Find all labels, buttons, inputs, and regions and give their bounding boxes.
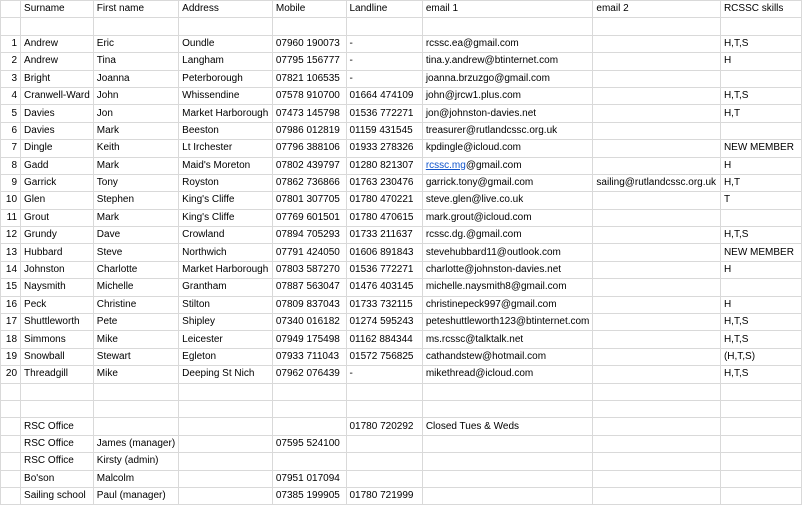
address-cell[interactable]: Whissendine (179, 87, 273, 104)
row-number-cell[interactable] (1, 418, 21, 435)
email-1-cell[interactable]: ms.rcssc@talktalk.net (422, 331, 593, 348)
mobile-cell[interactable]: 07801 307705 (272, 192, 346, 209)
address-cell[interactable] (179, 400, 273, 417)
first-name-cell[interactable]: John (93, 87, 178, 104)
member-row (1, 192, 802, 209)
mobile-cell[interactable]: 07894 705293 (272, 227, 346, 244)
landline-cell[interactable]: 01780 470615 (346, 209, 422, 226)
first-name-cell[interactable]: Stephen (93, 192, 178, 209)
landline-cell[interactable]: 01536 772271 (346, 105, 422, 122)
skills-cell[interactable] (720, 487, 801, 504)
member-row (1, 296, 802, 313)
email-1-cell[interactable] (422, 18, 593, 35)
email-1-cell[interactable]: michelle.naysmith8@gmail.com (422, 279, 593, 296)
email-domain: @gmail.com (465, 159, 522, 171)
first-name-cell[interactable]: Paul (manager) (93, 487, 178, 504)
landline-cell[interactable] (346, 18, 422, 35)
surname-cell[interactable]: Simmons (21, 331, 94, 348)
address-cell[interactable]: King's Cliffe (179, 192, 273, 209)
email-1-cell[interactable]: joanna.brzuzgo@gmail.com (422, 70, 593, 87)
email-1-cell[interactable]: garrick.tony@gmail.com (422, 174, 593, 191)
skills-cell[interactable]: H,T (720, 105, 801, 122)
email-link[interactable]: rcssc.mg (425, 159, 466, 171)
address-cell[interactable] (179, 18, 273, 35)
mobile-cell[interactable] (272, 400, 346, 417)
email-1-cell[interactable] (422, 435, 593, 452)
email-1-cell[interactable]: peteshuttleworth123@btinternet.com (422, 314, 593, 331)
skills-cell[interactable] (720, 453, 801, 470)
email-2-cell[interactable] (593, 209, 721, 226)
email-1-cell[interactable]: christinepeck997@gmail.com (422, 296, 593, 313)
skills-cell[interactable] (720, 383, 801, 400)
mobile-cell[interactable]: 07769 601501 (272, 209, 346, 226)
member-row (1, 70, 802, 87)
surname-cell[interactable]: Grout (21, 209, 94, 226)
mobile-cell[interactable]: 07796 388106 (272, 140, 346, 157)
member-row (1, 53, 802, 70)
email-2-cell[interactable] (593, 53, 721, 70)
row-number-cell[interactable]: 2 (1, 53, 21, 70)
address-cell[interactable] (179, 383, 273, 400)
mobile-cell[interactable]: 07473 145798 (272, 105, 346, 122)
email-1-cell[interactable] (422, 383, 593, 400)
landline-cell[interactable]: 01780 721999 (346, 487, 422, 504)
skills-cell[interactable]: NEW MEMBER (720, 140, 801, 157)
skills-cell[interactable]: (H,T,S) (720, 348, 801, 365)
email-1-cell[interactable]: rcssc.dg.@gmail.com (422, 227, 593, 244)
email-2-cell[interactable] (593, 418, 721, 435)
email-1-cell[interactable]: cathandstew@hotmail.com (422, 348, 593, 365)
skills-cell[interactable]: H (720, 296, 801, 313)
mobile-cell[interactable]: 07791 424050 (272, 244, 346, 261)
email-2-cell[interactable] (593, 140, 721, 157)
surname-cell[interactable]: Bright (21, 70, 94, 87)
skills-cell[interactable] (720, 435, 801, 452)
email-1-cell[interactable]: mikethread@icloud.com (422, 366, 593, 383)
skills-cell[interactable]: H,T,S (720, 331, 801, 348)
row-number-cell[interactable]: 5 (1, 105, 21, 122)
row-number-cell[interactable]: 3 (1, 70, 21, 87)
surname-cell[interactable]: Johnston (21, 261, 94, 278)
landline-cell[interactable] (346, 400, 422, 417)
member-row (1, 261, 802, 278)
email-2-cell[interactable] (593, 18, 721, 35)
surname-cell[interactable] (21, 383, 94, 400)
skills-cell[interactable]: H,T,S (720, 35, 801, 52)
landline-cell[interactable]: 01933 278326 (346, 140, 422, 157)
header-email-2[interactable]: email 2 (593, 1, 721, 18)
empty-row (1, 18, 802, 35)
address-cell[interactable]: Maid's Moreton (179, 157, 273, 174)
landline-cell[interactable]: 01536 772271 (346, 261, 422, 278)
header-skills[interactable]: RCSSC skills (720, 1, 801, 18)
row-number-cell[interactable]: 17 (1, 314, 21, 331)
email-2-cell[interactable] (593, 35, 721, 52)
surname-cell[interactable]: Davies (21, 105, 94, 122)
email-1-cell[interactable]: tina.y.andrew@btinternet.com (422, 53, 593, 70)
address-cell[interactable]: Lt Irchester (179, 140, 273, 157)
skills-cell[interactable]: H,T,S (720, 314, 801, 331)
row-number-cell[interactable] (1, 383, 21, 400)
surname-cell[interactable]: Cranwell-Ward (21, 87, 94, 104)
first-name-cell[interactable]: Tony (93, 174, 178, 191)
mobile-cell[interactable]: 07385 199905 (272, 487, 346, 504)
skills-cell[interactable] (720, 70, 801, 87)
address-cell[interactable]: Deeping St Nich (179, 366, 273, 383)
row-number-cell[interactable]: 12 (1, 227, 21, 244)
member-row (1, 174, 802, 191)
first-name-cell[interactable] (93, 418, 178, 435)
skills-cell[interactable] (720, 209, 801, 226)
skills-cell[interactable]: H (720, 261, 801, 278)
skills-cell[interactable]: H (720, 157, 801, 174)
row-number-cell[interactable]: 7 (1, 140, 21, 157)
skills-cell[interactable] (720, 418, 801, 435)
surname-cell[interactable]: Bo'son (21, 470, 94, 487)
email-2-cell[interactable] (593, 435, 721, 452)
mobile-cell[interactable]: 07809 837043 (272, 296, 346, 313)
first-name-cell[interactable]: Stewart (93, 348, 178, 365)
address-cell[interactable]: Grantham (179, 279, 273, 296)
skills-cell[interactable]: H,T,S (720, 227, 801, 244)
landline-cell[interactable]: 01606 891843 (346, 244, 422, 261)
address-cell[interactable] (179, 487, 273, 504)
member-row (1, 227, 802, 244)
email-1-cell[interactable]: jon@johnston-davies.net (422, 105, 593, 122)
email-2-cell[interactable] (593, 366, 721, 383)
email-1-cell[interactable] (422, 487, 593, 504)
email-2-cell[interactable] (593, 453, 721, 470)
mobile-cell[interactable]: 07933 711043 (272, 348, 346, 365)
row-number-cell[interactable]: 15 (1, 279, 21, 296)
email-1-cell[interactable]: Closed Tues & Weds (422, 418, 593, 435)
landline-cell[interactable]: - (346, 35, 422, 52)
member-row (1, 348, 802, 365)
surname-cell[interactable]: Glen (21, 192, 94, 209)
header-num[interactable] (1, 1, 21, 18)
landline-cell[interactable]: 01159 431545 (346, 122, 422, 139)
email-1-cell[interactable]: john@jrcw1.plus.com (422, 87, 593, 104)
email-1-cell[interactable]: kpdingle@icloud.com (422, 140, 593, 157)
landline-cell[interactable]: 01664 474109 (346, 87, 422, 104)
surname-cell[interactable]: Dingle (21, 140, 94, 157)
member-row (1, 87, 802, 104)
member-row (1, 244, 802, 261)
email-2-cell[interactable] (593, 487, 721, 504)
surname-cell[interactable]: Shuttleworth (21, 314, 94, 331)
surname-cell[interactable] (21, 400, 94, 417)
header-landline[interactable]: Landline (346, 1, 422, 18)
mobile-cell[interactable]: 07795 156777 (272, 53, 346, 70)
first-name-cell[interactable]: Steve (93, 244, 178, 261)
email-2-cell[interactable] (593, 227, 721, 244)
address-cell[interactable]: Beeston (179, 122, 273, 139)
address-cell[interactable]: Peterborough (179, 70, 273, 87)
mobile-cell[interactable]: 07821 106535 (272, 70, 346, 87)
skills-cell[interactable] (720, 122, 801, 139)
surname-cell[interactable]: Andrew (21, 35, 94, 52)
landline-cell[interactable]: 01763 230476 (346, 174, 422, 191)
header-email-1[interactable]: email 1 (422, 1, 593, 18)
header-address[interactable]: Address (179, 1, 273, 18)
first-name-cell[interactable]: Malcolm (93, 470, 178, 487)
mobile-cell[interactable]: 07802 439797 (272, 157, 346, 174)
landline-cell[interactable] (346, 435, 422, 452)
surname-cell[interactable]: RSC Office (21, 435, 94, 452)
first-name-cell[interactable]: Jon (93, 105, 178, 122)
mobile-cell[interactable] (272, 383, 346, 400)
surname-cell[interactable]: Andrew (21, 53, 94, 70)
email-2-cell[interactable] (593, 400, 721, 417)
surname-cell[interactable]: Grundy (21, 227, 94, 244)
email-2-cell[interactable] (593, 383, 721, 400)
surname-cell[interactable]: Garrick (21, 174, 94, 191)
member-row (1, 209, 802, 226)
first-name-cell[interactable] (93, 18, 178, 35)
first-name-cell[interactable]: Keith (93, 140, 178, 157)
landline-cell[interactable]: 01780 470221 (346, 192, 422, 209)
email-2-cell[interactable]: sailing@rutlandcssc.org.uk (593, 174, 721, 191)
row-number-cell[interactable]: 6 (1, 122, 21, 139)
surname-cell[interactable]: Snowball (21, 348, 94, 365)
email-2-cell[interactable] (593, 261, 721, 278)
member-row (1, 279, 802, 296)
address-cell[interactable]: Stilton (179, 296, 273, 313)
first-name-cell[interactable]: Mark (93, 209, 178, 226)
skills-cell[interactable]: H,T,S (720, 87, 801, 104)
landline-cell[interactable]: 01780 720292 (346, 418, 422, 435)
mobile-cell[interactable]: 07887 563047 (272, 279, 346, 296)
address-cell[interactable] (179, 418, 273, 435)
email-1-cell[interactable]: treasurer@rutlandcssc.org.uk (422, 122, 593, 139)
email-2-cell[interactable] (593, 87, 721, 104)
address-cell[interactable]: Market Harborough (179, 105, 273, 122)
member-row (1, 157, 802, 174)
surname-cell[interactable]: Hubbard (21, 244, 94, 261)
mobile-cell[interactable]: 07803 587270 (272, 261, 346, 278)
first-name-cell[interactable]: Mark (93, 157, 178, 174)
first-name-cell[interactable]: Michelle (93, 279, 178, 296)
row-number-cell[interactable] (1, 400, 21, 417)
surname-cell[interactable]: Threadgill (21, 366, 94, 383)
row-number-cell[interactable] (1, 18, 21, 35)
email-2-cell[interactable] (593, 314, 721, 331)
row-number-cell[interactable]: 8 (1, 157, 21, 174)
landline-cell[interactable]: 01476 403145 (346, 279, 422, 296)
address-cell[interactable]: King's Cliffe (179, 209, 273, 226)
address-cell[interactable]: Egleton (179, 348, 273, 365)
row-number-cell[interactable]: 9 (1, 174, 21, 191)
skills-cell[interactable]: T (720, 192, 801, 209)
contact-row (1, 435, 802, 452)
skills-cell[interactable]: H,T,S (720, 366, 801, 383)
mobile-cell[interactable]: 07986 012819 (272, 122, 346, 139)
mobile-cell[interactable]: 07949 175498 (272, 331, 346, 348)
member-row (1, 105, 802, 122)
landline-cell[interactable]: 01162 884344 (346, 331, 422, 348)
row-number-cell[interactable]: 16 (1, 296, 21, 313)
header-first-name[interactable]: First name (93, 1, 178, 18)
surname-cell[interactable]: Peck (21, 296, 94, 313)
email-1-cell[interactable]: charlotte@johnston-davies.net (422, 261, 593, 278)
skills-cell[interactable] (720, 18, 801, 35)
email-2-cell[interactable] (593, 157, 721, 174)
header-mobile[interactable]: Mobile (272, 1, 346, 18)
mobile-cell[interactable]: 07862 736866 (272, 174, 346, 191)
landline-cell[interactable]: - (346, 53, 422, 70)
first-name-cell[interactable]: Charlotte (93, 261, 178, 278)
first-name-cell[interactable]: Pete (93, 314, 178, 331)
landline-cell[interactable] (346, 383, 422, 400)
email-1-cell[interactable]: mark.grout@icloud.com (422, 209, 593, 226)
surname-cell[interactable]: Gadd (21, 157, 94, 174)
mobile-cell[interactable] (272, 18, 346, 35)
mobile-cell[interactable] (272, 453, 346, 470)
sheet-body (1, 1, 802, 505)
mobile-cell[interactable]: 07962 076439 (272, 366, 346, 383)
email-2-cell[interactable] (593, 192, 721, 209)
first-name-cell[interactable]: Eric (93, 35, 178, 52)
surname-cell[interactable]: RSC Office (21, 453, 94, 470)
first-name-cell[interactable] (93, 383, 178, 400)
landline-cell[interactable]: 01733 732115 (346, 296, 422, 313)
empty-row (1, 400, 802, 417)
row-number-cell[interactable] (1, 487, 21, 504)
landline-cell[interactable]: - (346, 70, 422, 87)
landline-cell[interactable]: 01280 821307 (346, 157, 422, 174)
mobile-cell[interactable]: 07595 524100 (272, 435, 346, 452)
address-cell[interactable]: Market Harborough (179, 261, 273, 278)
header-row (1, 1, 802, 18)
landline-cell[interactable]: 01274 595243 (346, 314, 422, 331)
surname-cell[interactable]: Sailing school (21, 487, 94, 504)
landline-cell[interactable]: - (346, 366, 422, 383)
skills-cell[interactable]: H (720, 53, 801, 70)
member-row (1, 331, 802, 348)
address-cell[interactable]: Northwich (179, 244, 273, 261)
landline-cell[interactable]: 01733 211637 (346, 227, 422, 244)
email-1-cell[interactable]: rcssc.ea@gmail.com (422, 35, 593, 52)
contact-row (1, 418, 802, 435)
empty-row (1, 383, 802, 400)
address-cell[interactable]: Crowland (179, 227, 273, 244)
first-name-cell[interactable]: Tina (93, 53, 178, 70)
header-surname[interactable]: Surname (21, 1, 94, 18)
first-name-cell[interactable]: James (manager) (93, 435, 178, 452)
member-row (1, 35, 802, 52)
address-cell[interactable]: Shipley (179, 314, 273, 331)
row-number-cell[interactable]: 18 (1, 331, 21, 348)
first-name-cell[interactable]: Mike (93, 366, 178, 383)
contact-row (1, 453, 802, 470)
address-cell[interactable]: Oundle (179, 35, 273, 52)
first-name-cell[interactable]: Christine (93, 296, 178, 313)
mobile-cell[interactable]: 07960 190073 (272, 35, 346, 52)
first-name-cell[interactable]: Joanna (93, 70, 178, 87)
email-2-cell[interactable] (593, 331, 721, 348)
skills-cell[interactable] (720, 279, 801, 296)
mobile-cell[interactable]: 07340 016182 (272, 314, 346, 331)
first-name-cell[interactable]: Dave (93, 227, 178, 244)
email-2-cell[interactable] (593, 122, 721, 139)
row-number-cell[interactable]: 11 (1, 209, 21, 226)
row-number-cell[interactable] (1, 435, 21, 452)
member-row (1, 140, 802, 157)
surname-cell[interactable]: Naysmith (21, 279, 94, 296)
row-number-cell[interactable]: 1 (1, 35, 21, 52)
first-name-cell[interactable]: Mark (93, 122, 178, 139)
email-2-cell[interactable] (593, 279, 721, 296)
first-name-cell[interactable]: Kirsty (admin) (93, 453, 178, 470)
email-2-cell[interactable] (593, 105, 721, 122)
address-cell[interactable]: Langham (179, 53, 273, 70)
member-row (1, 314, 802, 331)
first-name-cell[interactable] (93, 400, 178, 417)
address-cell[interactable]: Royston (179, 174, 273, 191)
address-cell[interactable] (179, 453, 273, 470)
email-1-cell[interactable] (422, 453, 593, 470)
row-number-cell[interactable]: 19 (1, 348, 21, 365)
mobile-cell[interactable]: 07951 017094 (272, 470, 346, 487)
landline-cell[interactable] (346, 453, 422, 470)
contact-row (1, 487, 802, 504)
skills-cell[interactable]: NEW MEMBER (720, 244, 801, 261)
surname-cell[interactable]: Davies (21, 122, 94, 139)
address-cell[interactable] (179, 435, 273, 452)
first-name-cell[interactable]: Mike (93, 331, 178, 348)
surname-cell[interactable] (21, 18, 94, 35)
member-row (1, 122, 802, 139)
email-2-cell[interactable] (593, 348, 721, 365)
landline-cell[interactable]: 01572 756825 (346, 348, 422, 365)
address-cell[interactable]: Leicester (179, 331, 273, 348)
row-number-cell[interactable]: 14 (1, 261, 21, 278)
mobile-cell[interactable] (272, 418, 346, 435)
email-2-cell[interactable] (593, 296, 721, 313)
email-1-cell[interactable] (422, 400, 593, 417)
row-number-cell[interactable] (1, 453, 21, 470)
skills-cell[interactable]: H,T (720, 174, 801, 191)
surname-cell[interactable]: RSC Office (21, 418, 94, 435)
row-number-cell[interactable]: 20 (1, 366, 21, 383)
email-1-cell[interactable] (422, 157, 593, 174)
email-2-cell[interactable] (593, 70, 721, 87)
row-number-cell[interactable]: 13 (1, 244, 21, 261)
row-number-cell[interactable]: 10 (1, 192, 21, 209)
email-2-cell[interactable] (593, 244, 721, 261)
row-number-cell[interactable]: 4 (1, 87, 21, 104)
email-1-cell[interactable]: stevehubbard11@outlook.com (422, 244, 593, 261)
skills-cell[interactable] (720, 400, 801, 417)
member-row (1, 366, 802, 383)
email-1-cell[interactable]: steve.glen@live.co.uk (422, 192, 593, 209)
mobile-cell[interactable]: 07578 910700 (272, 87, 346, 104)
